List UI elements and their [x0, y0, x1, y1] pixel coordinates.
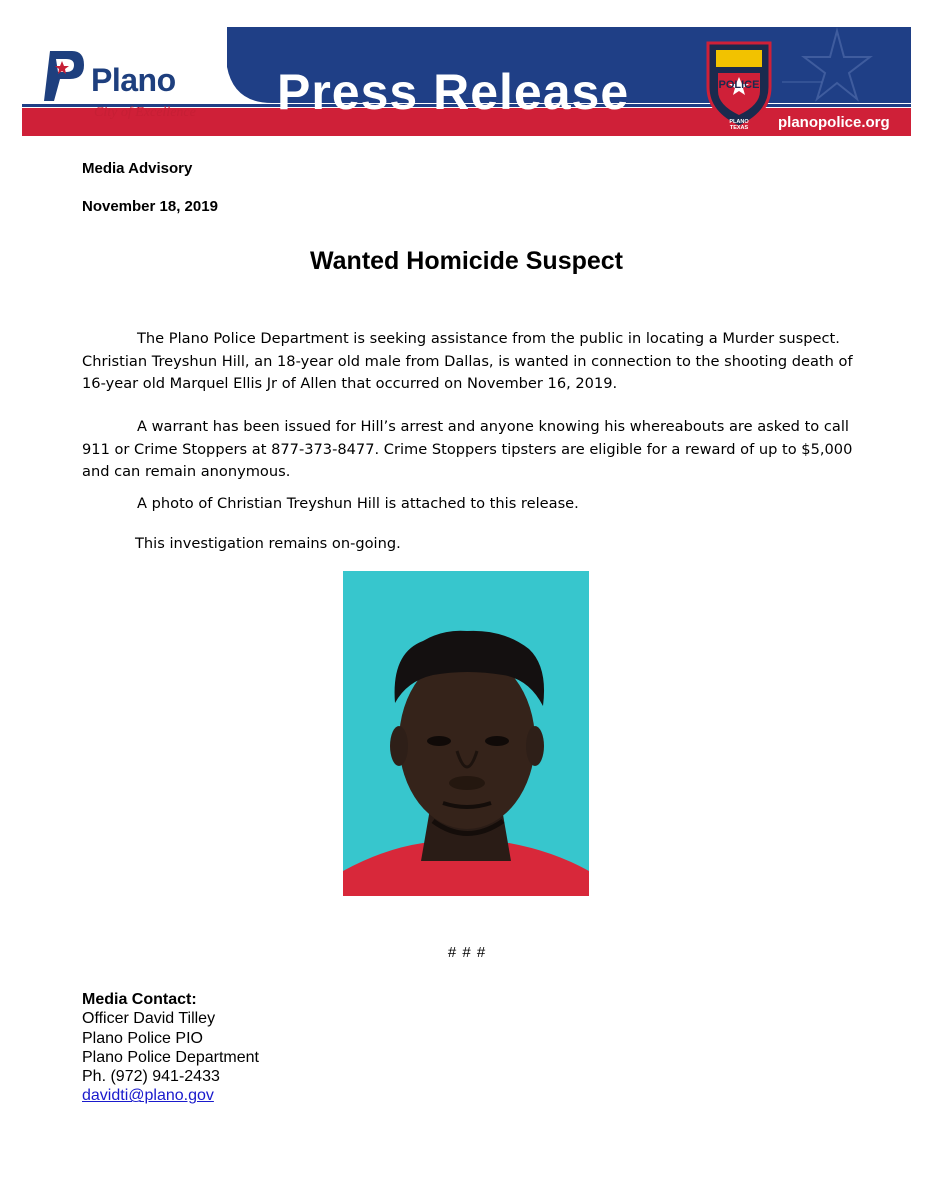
contact-email-link[interactable]: davidti@plano.gov: [82, 1087, 214, 1105]
body-paragraph-2: A warrant has been issued for Hill’s arrest and anyone knowing his whereabouts are asked to call 911 or Crime Stoppers at 877-373-8477. Crime Stoppers tipsters are eligible for a reward of up to $5,000 and can remain anonymous.: [82, 418, 853, 480]
media-contact-block: [82, 990, 259, 1106]
contact-heading: Media Contact:: [82, 991, 197, 1008]
contact-title: Plano Police PIO: [82, 1029, 203, 1047]
city-logo-name: Plano: [91, 62, 176, 98]
badge-sub-city: PLANO: [729, 119, 749, 125]
advisory-label: Media Advisory: [82, 160, 193, 177]
headline: Wanted Homicide Suspect: [309, 247, 623, 275]
city-logo-tagline: City of Excellence: [94, 105, 196, 120]
advisory-date: November 18, 2019: [82, 198, 218, 215]
badge-word: POLICE: [718, 79, 760, 91]
body-paragraph-1: The Plano Police Department is seeking assistance from the public in locating a Murder suspect. Christian Treyshun Hill, an 18-year old male from Dallas, is wanted in connection to the shooting death of 16-year old Marquel Ellis Jr of Allen that occurred on November 16, 2019.: [82, 330, 853, 392]
contact-phone: Ph. (972) 941-2433: [82, 1068, 220, 1086]
suspect-photo: [343, 571, 589, 896]
badge-subtext: [727, 119, 751, 131]
contact-department: Plano Police Department: [82, 1048, 259, 1066]
body-paragraph-4: This investigation remains on-going.: [135, 535, 401, 552]
contact-name: Officer David Tilley: [82, 1010, 216, 1028]
body-paragraph-3: A photo of Christian Treyshun Hill is attached to this release.: [137, 495, 579, 512]
banner-title: Press Release: [277, 64, 630, 120]
badge-sub-state: TEXAS: [729, 125, 749, 131]
end-marker: # # #: [447, 944, 486, 961]
plano-star-logo-icon: [42, 45, 84, 103]
website-link[interactable]: planopolice.org: [778, 114, 890, 131]
